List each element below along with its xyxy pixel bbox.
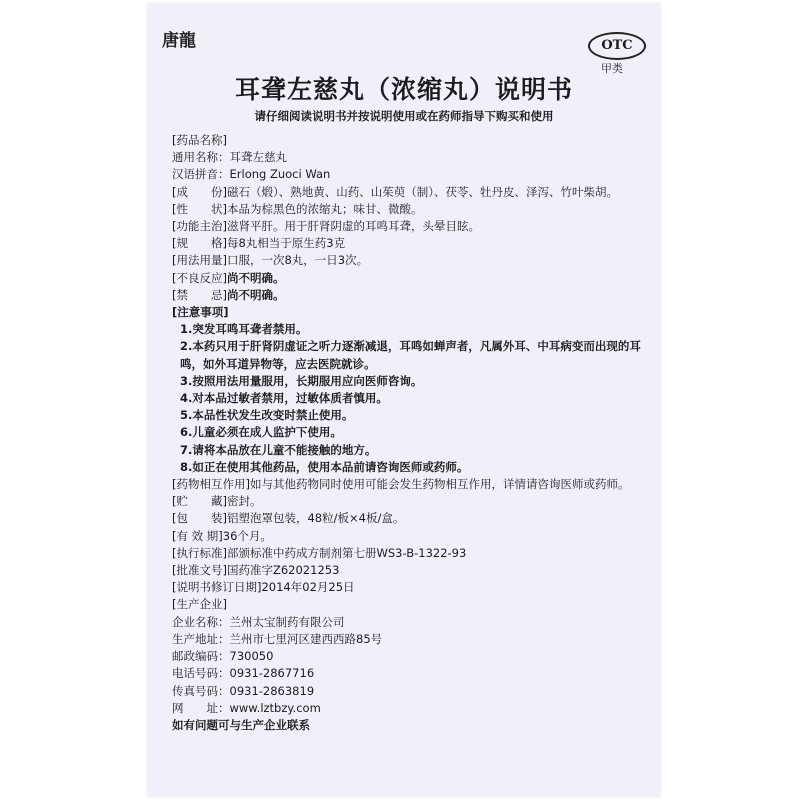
fax-value: 0931-2863819 xyxy=(229,683,315,698)
standard-label: [执行标准] xyxy=(172,545,227,560)
indications-row xyxy=(172,218,650,235)
adverse-label: [不良反应] xyxy=(172,270,227,285)
precaution-item: 8.如正在使用其他药品，使用本品前请咨询医师或药师。 xyxy=(180,459,469,474)
website-value: www.lztbzy.com xyxy=(229,700,321,715)
approval-value: 国药准字Z62021253 xyxy=(226,563,340,578)
properties-label: [性 状] xyxy=(172,201,227,216)
pinyin-label: 汉语拼音： xyxy=(172,167,230,182)
package-value: 铝塑泡罩包装，48粒/板×4板/盒。 xyxy=(226,511,405,526)
ingredients-row xyxy=(172,184,650,201)
interactions-value: 如与其他药物同时使用可能会发生药物相互作用，详情请咨询医师或药师。 xyxy=(249,477,630,492)
validity-label: [有 效 期] xyxy=(172,528,223,543)
section-drug-name: [药品名称] xyxy=(172,133,227,147)
precaution-item: 7.请将本品放在儿童不能接触的地方。 xyxy=(180,442,377,457)
revision-label: [说明书修订日期] xyxy=(172,580,262,595)
phone-label: 电话号码： xyxy=(172,666,230,681)
common-name-label: 通用名称： xyxy=(172,150,230,165)
otc-category: 甲类 xyxy=(601,62,623,75)
validity-value: 36个月。 xyxy=(222,528,272,543)
precaution-item: 4.对本品过敏者禁用，过敏体质者慎用。 xyxy=(180,391,388,406)
precaution-item: 2.本药只用于肝肾阴虚证之听力逐渐减退，耳鸣如蝉声者，凡属外耳、中耳病变而出现的耳鸣，如外耳道异物等，应去医院就诊。 xyxy=(180,339,641,371)
postcode-label: 邮政编码： xyxy=(172,649,230,664)
spec-row xyxy=(172,235,650,252)
standard-row xyxy=(172,545,650,562)
page-title: 耳聋左慈丸（浓缩丸）说明书 xyxy=(234,75,573,104)
contraindications-label: [禁 忌] xyxy=(172,287,227,302)
manufacturer-label: [生产企业] xyxy=(172,597,227,612)
precautions-label: [注意事项] xyxy=(172,305,229,320)
reading-notice: 请仔细阅读说明书并按说明使用或在药师指导下购买和使用 xyxy=(254,109,554,123)
company-name-label: 企业名称： xyxy=(172,614,230,629)
leaflet-content xyxy=(172,132,650,734)
phone-row xyxy=(172,665,650,682)
common-name-value: 耳聋左慈丸 xyxy=(229,150,287,165)
contraindications-value: 尚不明确。 xyxy=(226,287,285,302)
dosage-value: 口服，一次8丸，一日3次。 xyxy=(226,253,369,268)
otc-badge: OTC xyxy=(588,32,646,60)
spec-value: 每8丸相当于原生药3克 xyxy=(226,236,346,251)
website-label: 网 址： xyxy=(172,700,230,715)
package-row xyxy=(172,510,650,527)
pinyin-value: Erlong Zuoci Wan xyxy=(229,167,331,182)
adverse-row xyxy=(172,270,650,287)
common-name-row xyxy=(172,149,650,166)
storage-value: 密封。 xyxy=(226,494,262,509)
website-row xyxy=(172,700,650,717)
revision-row xyxy=(172,579,650,596)
precaution-item: 3.按照用法用量服用，长期服用应向医师咨询。 xyxy=(180,373,423,388)
contact-footer: 如有问题可与生产企业联系 xyxy=(172,717,310,732)
revision-value: 2014年02月25日 xyxy=(261,580,355,595)
properties-row xyxy=(172,201,650,218)
package-label: [包 装] xyxy=(172,511,227,526)
storage-row xyxy=(172,493,650,510)
approval-row xyxy=(172,562,650,579)
address-row xyxy=(172,631,650,648)
indications-label: [功能主治] xyxy=(172,219,227,234)
phone-value: 0931-2867716 xyxy=(229,666,315,681)
brand-logo: 唐龍 xyxy=(162,31,196,51)
precaution-item: 6.儿童必须在成人监护下使用。 xyxy=(180,425,342,440)
dosage-row xyxy=(172,252,650,269)
interactions-label: [药物相互作用] xyxy=(172,477,250,492)
precaution-item: 5.本品性状发生改变时禁止使用。 xyxy=(180,408,354,423)
company-name-value: 兰州太宝制药有限公司 xyxy=(229,614,345,629)
ingredients-label: [成 份] xyxy=(172,184,227,199)
validity-row xyxy=(172,528,650,545)
contraindications-row xyxy=(172,287,650,304)
fax-row xyxy=(172,683,650,700)
address-label: 生产地址： xyxy=(172,631,230,646)
postcode-row xyxy=(172,648,650,665)
adverse-value: 尚不明确。 xyxy=(226,270,285,285)
pinyin-row xyxy=(172,166,650,183)
company-name-row xyxy=(172,614,650,631)
interactions-row xyxy=(172,476,650,493)
approval-label: [批准文号] xyxy=(172,563,227,578)
properties-value: 本品为棕黑色的浓缩丸；味甘、微酸。 xyxy=(226,201,423,216)
spec-label: [规 格] xyxy=(172,236,227,251)
dosage-label: [用法用量] xyxy=(172,253,227,268)
postcode-value: 730050 xyxy=(229,649,274,664)
address-value: 兰州市七里河区建西西路85号 xyxy=(229,631,383,646)
ingredients-value: 磁石（煅）、熟地黄、山药、山茱萸（制）、茯苓、牡丹皮、泽泻、竹叶柴胡。 xyxy=(226,184,618,199)
fax-label: 传真号码： xyxy=(172,683,230,698)
precaution-item: 1.突发耳鸣耳聋者禁用。 xyxy=(180,322,308,337)
leaflet-page xyxy=(148,4,660,796)
indications-value: 滋肾平肝。用于肝肾阴虚的耳鸣耳聋，头晕目眩。 xyxy=(226,219,480,234)
storage-label: [贮 藏] xyxy=(172,494,227,509)
standard-value: 部颁标准中药成方制剂第七册WS3-B-1322-93 xyxy=(226,545,467,560)
